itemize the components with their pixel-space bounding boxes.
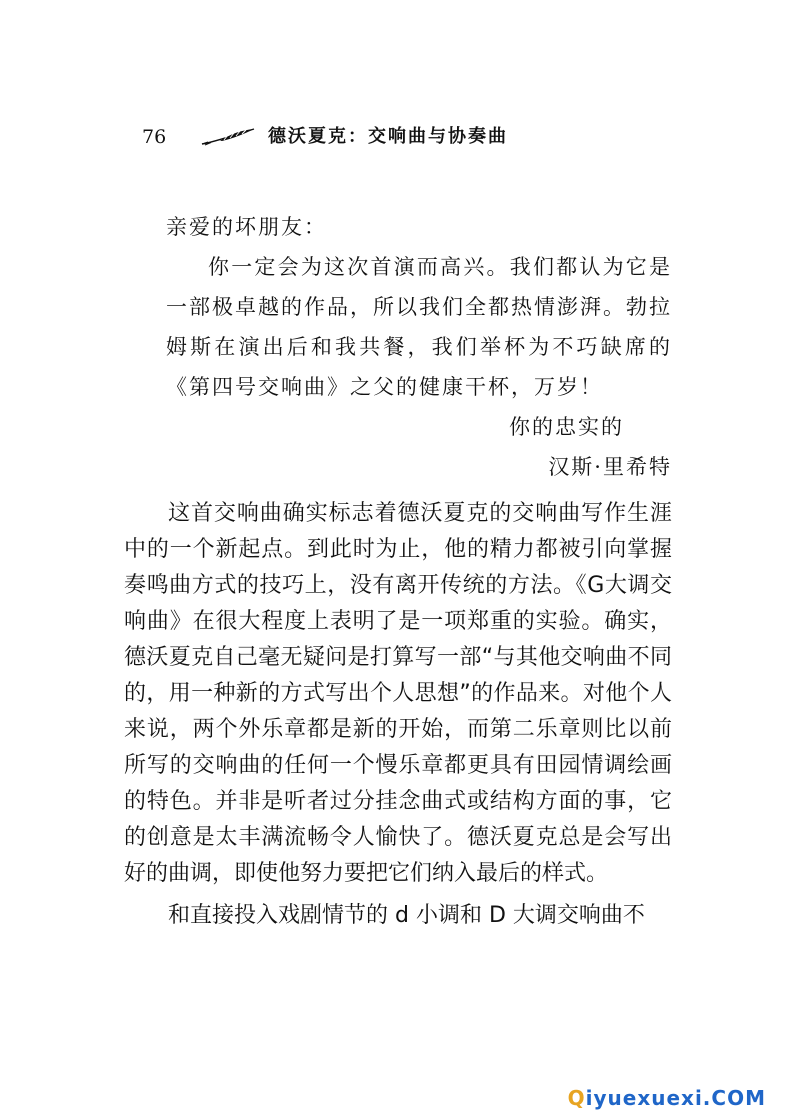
letter-line-1: 你一定会为这次首演而高兴。我们都认为它是	[208, 255, 672, 279]
quill-ornament-icon	[200, 126, 256, 148]
watermark-q: Q	[567, 1086, 586, 1110]
letter-salutation: 亲爱的坏朋友：	[166, 215, 327, 239]
letter-signature: 汉斯·里希特	[548, 455, 672, 479]
site-watermark	[568, 1086, 766, 1110]
letter-line-2: 一部极卓越的作品，所以我们全都热情澎湃。勃拉	[166, 295, 672, 319]
running-title: 德沃夏克：交响曲与协奏曲	[268, 126, 508, 147]
letter-closing: 你的忠实的	[509, 415, 624, 439]
watermark-text: iyuexuexi.COM	[585, 1086, 766, 1110]
body-paragraph-2: 和直接投入戏剧情节的 d 小调和 D 大调交响曲不	[168, 903, 645, 928]
letter-line-4: 《第四号交响曲》之父的健康干杯，万岁！	[166, 375, 603, 399]
body-text	[124, 496, 672, 940]
page-header	[142, 124, 662, 154]
letter-quote	[166, 207, 672, 487]
page-number: 76	[142, 126, 167, 148]
body-paragraph-1: 这首交响曲确实标志着德沃夏克的交响曲写作生涯中的一个新起点。到此时为止，他的精力都被引向掌握奏鸣曲方式的技巧上，没有离开传统的方法。《G大调交响曲》在很大程度上表明了是一项郑重的实验。确实，德沃夏克自己毫无疑问是打算写一部“与其他交响曲不同的，用一种新的方式写出个人思想”的作品来。对他个人来说，两个外乐章都是新的开始，而第二乐章则比以前所写的交响曲的任何一个慢乐章都更具有田园情调绘画的特色。并非是听者过分挂念曲式或结构方面的事，它的创意是太丰满流畅令人愉快了。德沃夏克总是会写出好的曲调，即使他努力要把它们纳入最后的样式。	[124, 501, 672, 886]
letter-line-3: 姆斯在演出后和我共餐，我们举杯为不巧缺席的	[166, 335, 672, 359]
